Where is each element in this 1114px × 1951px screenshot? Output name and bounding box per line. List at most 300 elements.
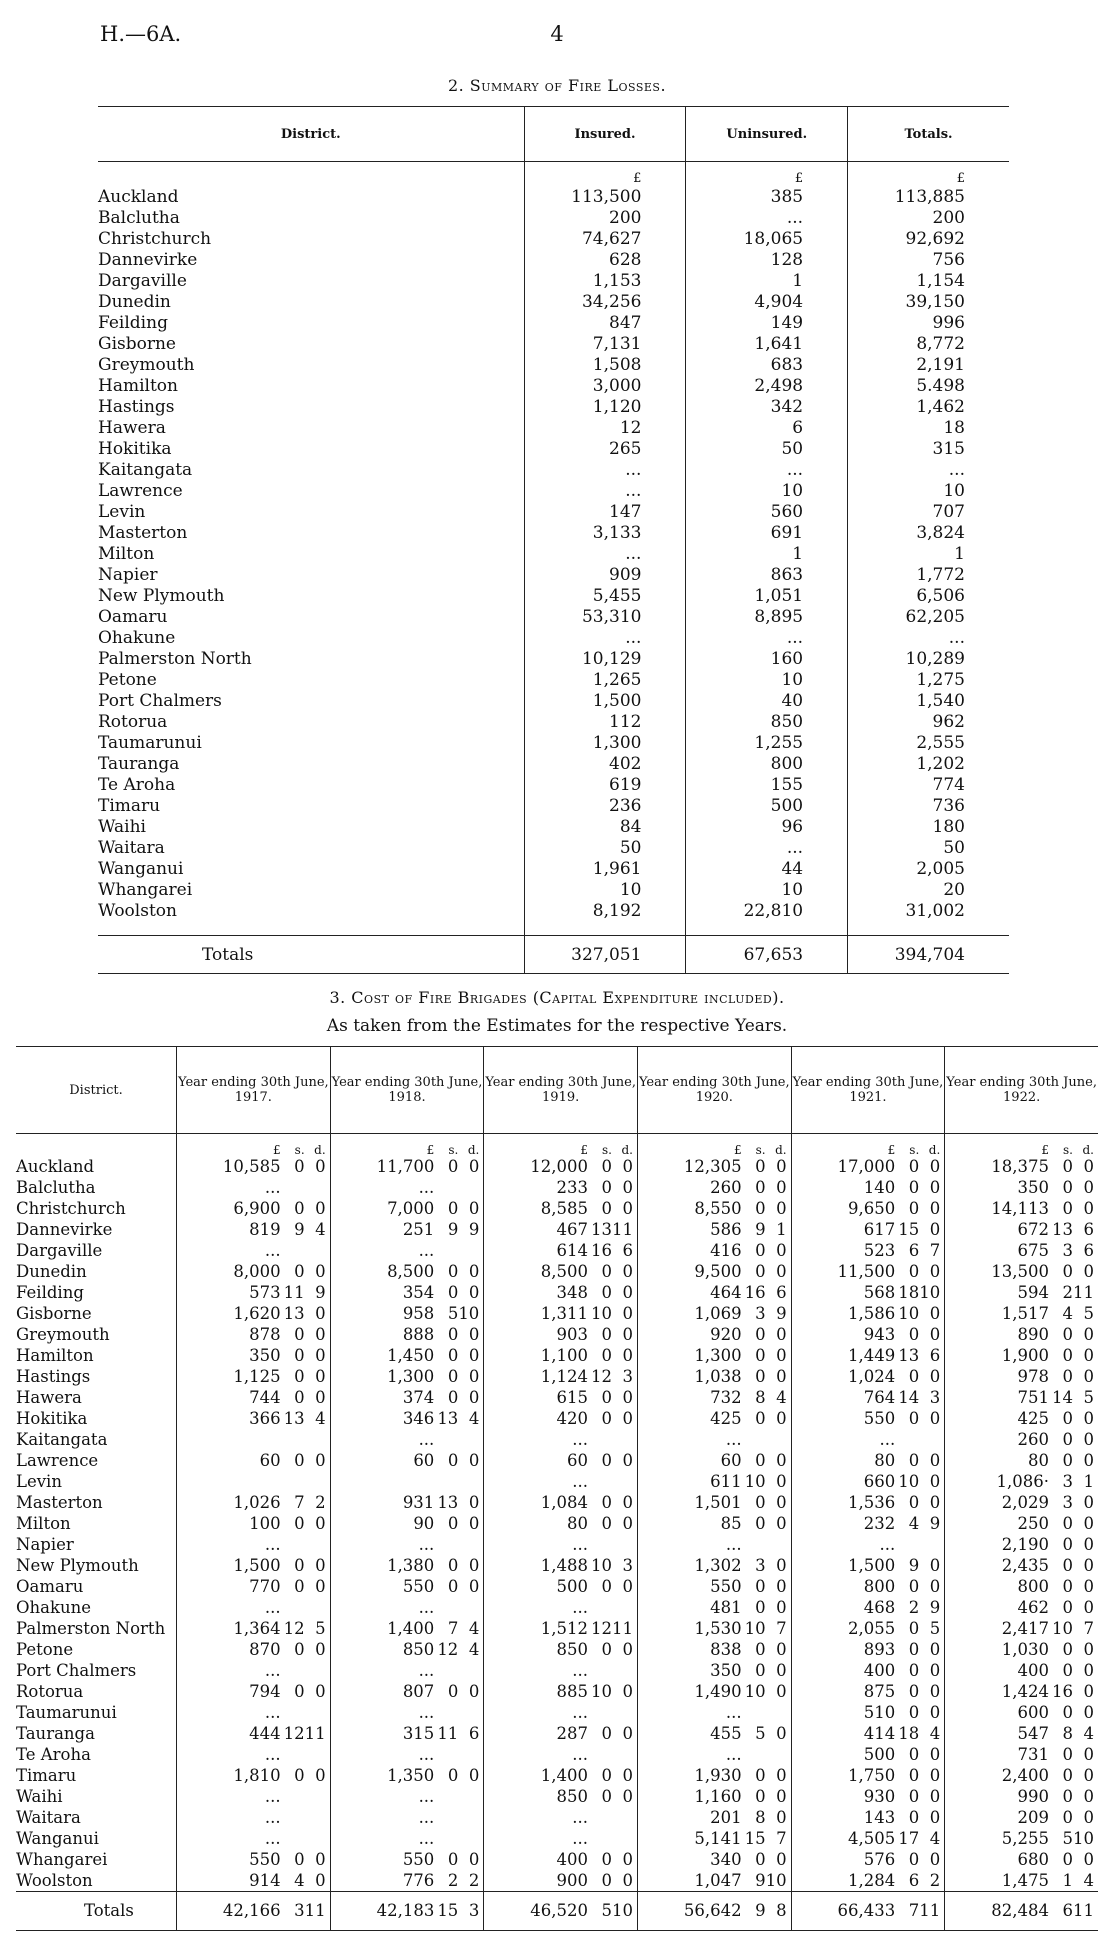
pence-cell xyxy=(919,1534,945,1555)
shillings-cell: 3 xyxy=(1062,1492,1073,1512)
pence-cell: 10 xyxy=(919,1282,941,1302)
district-name xyxy=(98,774,524,795)
district-name: Kaitangata xyxy=(16,1429,108,1449)
district-name xyxy=(98,606,524,627)
pounds-cell: 614 xyxy=(484,1240,590,1261)
pounds-cell: 914 xyxy=(177,1870,283,1892)
pence-cell xyxy=(919,1429,945,1450)
pence-cell: 9 xyxy=(776,1303,787,1323)
shillings-cell: 5 xyxy=(755,1723,766,1743)
district-name: Greymouth xyxy=(16,1324,110,1344)
pounds-cell: 209 xyxy=(945,1807,1051,1828)
pounds-cell: 920 xyxy=(637,1324,743,1345)
year-column-header: Year ending 30th June, 1922. xyxy=(945,1047,1098,1134)
value-cell: 200 xyxy=(524,207,686,228)
table-row xyxy=(16,1345,1098,1366)
pence-cell: 4 xyxy=(929,1723,941,1743)
shillings-cell: 0 xyxy=(755,1177,766,1197)
value-cell: 44 xyxy=(686,858,848,879)
pence-cell: 0 xyxy=(1083,1156,1094,1176)
pence-cell: 0 xyxy=(929,1219,941,1239)
pounds-cell: 2,417 xyxy=(945,1618,1051,1639)
shillings-cell xyxy=(283,1786,305,1807)
pence-cell: 0 xyxy=(1083,1198,1094,1218)
district-name: Napier xyxy=(16,1534,74,1554)
value-cell: 10,289 xyxy=(848,648,1009,669)
pence-cell: 0 xyxy=(1083,1702,1094,1722)
pounds-cell: 568 xyxy=(791,1282,897,1303)
pence-cell xyxy=(612,1660,638,1681)
district-name: Lawrence xyxy=(16,1450,99,1470)
pence-cell: 0 xyxy=(929,1303,941,1323)
district-label: Hamilton xyxy=(98,375,178,396)
pounds-cell: 885 xyxy=(484,1681,590,1702)
shillings-cell: 0 xyxy=(1062,1198,1073,1218)
table-row xyxy=(98,522,1009,543)
pence-cell xyxy=(458,1429,484,1450)
pence-cell: 0 xyxy=(929,1408,941,1428)
value-cell: 10 xyxy=(848,480,1009,501)
district-name: Auckland xyxy=(16,1156,95,1176)
district-name: Milton xyxy=(16,1513,71,1533)
pounds-cell: 550 xyxy=(637,1576,743,1597)
pounds-cell: 2,029 xyxy=(945,1492,1051,1513)
value-cell: 39,150 xyxy=(848,291,1009,312)
gap-cell xyxy=(524,921,686,936)
pounds-cell: 878 xyxy=(177,1324,283,1345)
pounds-cell: 1,517 xyxy=(945,1303,1051,1324)
pounds-cell: 550 xyxy=(791,1408,897,1429)
pence-cell xyxy=(458,1660,484,1681)
district-label: Dannevirke xyxy=(98,249,198,270)
pounds-cell: 764 xyxy=(791,1387,897,1408)
pence-cell: 0 xyxy=(776,1513,787,1533)
value-cell: 1,202 xyxy=(848,753,1009,774)
pounds-cell: 260 xyxy=(945,1429,1051,1450)
pence-cell xyxy=(458,1177,484,1198)
pence-cell: 0 xyxy=(622,1576,633,1596)
pence-cell: 0 xyxy=(622,1387,633,1407)
pounds-cell: 1,620 xyxy=(177,1303,283,1324)
pence-cell: 3 xyxy=(622,1366,633,1386)
pence-cell: 0 xyxy=(622,1870,633,1890)
unit-cell: £ xyxy=(686,162,848,187)
shillings-cell: 3 xyxy=(1062,1240,1073,1260)
shillings-cell: 7 xyxy=(294,1492,305,1512)
shillings-cell: 0 xyxy=(755,1660,766,1680)
shillings-cell: 0 xyxy=(601,1723,612,1743)
pounds-cell: 4,505 xyxy=(791,1828,897,1849)
pounds-cell: 354 xyxy=(330,1282,436,1303)
value-cell: 736 xyxy=(848,795,1009,816)
shillings-cell: 0 xyxy=(601,1450,612,1470)
pence-cell: 0 xyxy=(1083,1450,1094,1470)
pence-cell: 0 xyxy=(622,1177,633,1197)
value-cell: 113,500 xyxy=(524,186,686,207)
pence-cell: 0 xyxy=(776,1723,787,1743)
pence-cell: 0 xyxy=(315,1324,326,1344)
value-cell: 74,627 xyxy=(524,228,686,249)
shillings-cell: 18 xyxy=(898,1723,920,1743)
district-name: Oamaru xyxy=(16,1576,84,1596)
pounds-cell: 990 xyxy=(945,1786,1051,1807)
unit-row xyxy=(16,1134,1098,1157)
unit-cell: £ xyxy=(791,1134,897,1157)
unit-cell: s. xyxy=(909,1143,920,1157)
pounds-cell: 594 xyxy=(945,1282,1051,1303)
column-header: Uninsured. xyxy=(686,107,848,162)
table-row xyxy=(16,1513,1098,1534)
value-cell: 691 xyxy=(686,522,848,543)
pounds-cell: 12,000 xyxy=(484,1156,590,1177)
shillings-cell: 0 xyxy=(1062,1849,1073,1869)
district-name xyxy=(98,396,524,417)
pence-cell: 11 xyxy=(304,1723,326,1743)
value-cell: ... xyxy=(524,627,686,648)
district-label: Christchurch xyxy=(98,228,212,249)
pence-cell: 0 xyxy=(468,1513,480,1533)
gap-cell xyxy=(848,921,1009,936)
shillings-cell: 0 xyxy=(447,1366,459,1386)
value-cell: 683 xyxy=(686,354,848,375)
totals-row xyxy=(16,1892,1098,1931)
shillings-cell: 0 xyxy=(294,1324,305,1344)
pence-cell: 0 xyxy=(622,1156,633,1176)
pounds-cell: 250 xyxy=(945,1513,1051,1534)
pence-cell: 0 xyxy=(622,1345,633,1365)
year-column-header: Year ending 30th June, 1921. xyxy=(791,1047,945,1134)
shillings-cell: 0 xyxy=(294,1261,305,1281)
pence-cell: 7 xyxy=(776,1618,787,1638)
pounds-cell: 5,141 xyxy=(637,1828,743,1849)
value-cell: 160 xyxy=(686,648,848,669)
district-name xyxy=(98,627,524,648)
gap-cell xyxy=(98,921,524,936)
pence-cell: 0 xyxy=(622,1492,633,1512)
value-cell: 149 xyxy=(686,312,848,333)
pounds-cell: 60 xyxy=(484,1450,590,1471)
table-row xyxy=(98,648,1009,669)
pounds-cell: 1,424 xyxy=(945,1681,1051,1702)
shillings-cell xyxy=(590,1702,612,1723)
shillings-cell xyxy=(436,1744,458,1765)
shillings-cell: 5 xyxy=(1062,1828,1073,1848)
pounds-cell: ... xyxy=(177,1828,283,1849)
summary-header-row xyxy=(98,107,1009,162)
shillings-cell: 9 xyxy=(447,1219,459,1239)
value-cell: ... xyxy=(848,627,1009,648)
shillings-cell xyxy=(283,1534,305,1555)
pounds-cell: 1,350 xyxy=(330,1765,436,1786)
shillings-cell: 9 xyxy=(908,1555,920,1575)
shillings-cell xyxy=(436,1828,458,1849)
pounds-cell: 350 xyxy=(177,1345,283,1366)
district-name: Dunedin xyxy=(16,1261,87,1281)
gap-cell xyxy=(686,921,848,936)
shillings-cell: 0 xyxy=(294,1681,305,1701)
district-name: Balclutha xyxy=(16,1177,96,1197)
value-cell: 50 xyxy=(524,837,686,858)
shillings-cell xyxy=(436,1471,458,1492)
pence-cell xyxy=(305,1702,331,1723)
pounds-cell: 100 xyxy=(177,1513,283,1534)
table-row xyxy=(98,501,1009,522)
pounds-cell: ... xyxy=(330,1807,436,1828)
shillings-cell: 0 xyxy=(447,1681,459,1701)
district-label: Taumarunui xyxy=(98,732,202,753)
pence-cell: 0 xyxy=(929,1639,941,1659)
shillings-cell: 0 xyxy=(908,1786,920,1806)
value-cell: 50 xyxy=(686,438,848,459)
table-row xyxy=(16,1324,1098,1345)
pence-cell: 11 xyxy=(611,1618,633,1638)
value-cell: 112 xyxy=(524,711,686,732)
pounds-cell: 467 xyxy=(484,1219,590,1240)
pence-cell: 0 xyxy=(468,1555,480,1575)
pounds-cell: 1,536 xyxy=(791,1492,897,1513)
shillings-cell: 0 xyxy=(755,1408,766,1428)
shillings-cell xyxy=(283,1744,305,1765)
value-cell: ... xyxy=(686,627,848,648)
district-label: Hawera xyxy=(98,417,166,438)
pounds-cell: ... xyxy=(484,1534,590,1555)
shillings-cell: 0 xyxy=(601,1576,612,1596)
pence-cell xyxy=(305,1240,331,1261)
pounds-cell: 550 xyxy=(330,1849,436,1870)
summary-table xyxy=(98,106,1009,974)
table-row xyxy=(98,606,1009,627)
district-name: Feilding xyxy=(16,1282,84,1302)
shillings-cell: 0 xyxy=(601,1408,612,1428)
pence-cell: 0 xyxy=(468,1765,480,1785)
value-cell: 1,300 xyxy=(524,732,686,753)
pounds-cell: ... xyxy=(791,1429,897,1450)
district-name xyxy=(98,837,524,858)
pounds-cell: 1,500 xyxy=(791,1555,897,1576)
value-cell: 18 xyxy=(848,417,1009,438)
pounds-cell: ... xyxy=(177,1597,283,1618)
pounds-cell: 455 xyxy=(637,1723,743,1744)
pence-cell: 0 xyxy=(622,1513,633,1533)
shillings-cell: 0 xyxy=(1062,1345,1073,1365)
district-label: Palmerston North xyxy=(98,648,252,669)
district-name xyxy=(98,879,524,900)
district-label: Whangarei xyxy=(98,879,193,900)
pence-cell: 11 xyxy=(305,1892,331,1931)
shillings-cell: 0 xyxy=(1062,1660,1073,1680)
pence-cell: 0 xyxy=(622,1282,633,1302)
shillings-cell: 10 xyxy=(744,1681,766,1701)
shillings-cell: 0 xyxy=(601,1639,612,1659)
pounds-cell: ... xyxy=(484,1702,590,1723)
table-row xyxy=(16,1786,1098,1807)
pence-cell: 0 xyxy=(929,1681,941,1701)
pence-cell: 0 xyxy=(622,1324,633,1344)
table-row xyxy=(16,1534,1098,1555)
pence-cell: 0 xyxy=(622,1723,633,1743)
pence-cell: 0 xyxy=(776,1324,787,1344)
unit-cell: s. xyxy=(448,1143,459,1157)
shillings-cell: 0 xyxy=(908,1450,920,1470)
pounds-cell: 60 xyxy=(637,1450,743,1471)
pounds-cell: 510 xyxy=(791,1702,897,1723)
pounds-cell: 523 xyxy=(791,1240,897,1261)
value-cell: 113,885 xyxy=(848,186,1009,207)
pence-cell: 0 xyxy=(929,1198,941,1218)
pence-cell xyxy=(458,1702,484,1723)
shillings-cell: 0 xyxy=(908,1702,920,1722)
value-cell: ... xyxy=(848,459,1009,480)
table-row xyxy=(98,270,1009,291)
pence-cell xyxy=(458,1828,484,1849)
table-row xyxy=(98,438,1009,459)
table-row xyxy=(16,1681,1098,1702)
pence-cell: 0 xyxy=(1083,1555,1094,1575)
district-name xyxy=(98,270,524,291)
pence-cell: 9 xyxy=(929,1513,941,1533)
pounds-cell xyxy=(330,1471,436,1492)
pounds-cell: ... xyxy=(637,1744,743,1765)
district-name: Dannevirke xyxy=(16,1219,113,1239)
pence-cell: 0 xyxy=(315,1450,326,1470)
table-row xyxy=(16,1576,1098,1597)
pence-cell: 0 xyxy=(315,1303,326,1323)
shillings-cell: 0 xyxy=(447,1576,459,1596)
pence-cell: 9 xyxy=(468,1219,480,1239)
pounds-cell: 794 xyxy=(177,1681,283,1702)
pence-cell: 0 xyxy=(1083,1177,1094,1197)
shillings-cell: 0 xyxy=(908,1261,920,1281)
table-row xyxy=(16,1156,1098,1177)
shillings-cell: 0 xyxy=(1062,1177,1073,1197)
district-label: Greymouth xyxy=(98,354,195,375)
value-cell: 265 xyxy=(524,438,686,459)
shillings-cell: 0 xyxy=(1062,1429,1073,1449)
shillings-cell: 0 xyxy=(755,1513,766,1533)
pounds-cell: 260 xyxy=(637,1177,743,1198)
shillings-cell: 0 xyxy=(1062,1408,1073,1428)
shillings-cell: 0 xyxy=(908,1849,920,1869)
pounds-cell: 414 xyxy=(791,1723,897,1744)
district-label: Levin xyxy=(98,501,146,522)
table-row xyxy=(16,1849,1098,1870)
pounds-cell: 232 xyxy=(791,1513,897,1534)
pence-cell: 3 xyxy=(622,1555,633,1575)
pence-cell: 0 xyxy=(929,1849,941,1869)
pence-cell: 0 xyxy=(315,1639,326,1659)
pounds-cell: ... xyxy=(330,1240,436,1261)
pounds-cell: 550 xyxy=(177,1849,283,1870)
shillings-cell xyxy=(590,1534,612,1555)
pence-cell: 3 xyxy=(458,1892,484,1931)
shillings-cell: 0 xyxy=(908,1324,920,1344)
unit-cell: d. xyxy=(467,1143,480,1157)
shillings-cell xyxy=(436,1807,458,1828)
pence-cell xyxy=(458,1240,484,1261)
shillings-cell: 0 xyxy=(447,1849,459,1869)
shillings-cell: 13 xyxy=(898,1345,920,1365)
table-row xyxy=(98,312,1009,333)
pence-cell: 0 xyxy=(929,1786,941,1806)
value-cell: 18,065 xyxy=(686,228,848,249)
shillings-cell: 0 xyxy=(755,1597,766,1617)
pence-cell: 0 xyxy=(776,1345,787,1365)
shillings-cell xyxy=(283,1597,305,1618)
shillings-cell xyxy=(744,1702,766,1723)
pence-cell: 0 xyxy=(622,1261,633,1281)
district-label: Lawrence xyxy=(98,480,183,501)
district-name xyxy=(98,795,524,816)
shillings-cell: 15 xyxy=(898,1219,920,1239)
pounds-cell: 890 xyxy=(945,1324,1051,1345)
shillings-cell: 0 xyxy=(601,1156,612,1176)
pounds-cell: 85 xyxy=(637,1513,743,1534)
value-cell: ... xyxy=(686,459,848,480)
value-cell: ... xyxy=(524,459,686,480)
shillings-cell: 0 xyxy=(908,1408,920,1428)
shillings-cell: 10 xyxy=(744,1618,766,1638)
shillings-cell: 0 xyxy=(755,1639,766,1659)
district-name xyxy=(98,732,524,753)
pence-cell: 6 xyxy=(1083,1219,1094,1239)
pounds-cell: 1,125 xyxy=(177,1366,283,1387)
pounds-cell: ... xyxy=(177,1660,283,1681)
value-cell: 996 xyxy=(848,312,1009,333)
value-cell: 22,810 xyxy=(686,900,848,921)
pounds-cell: 770 xyxy=(177,1576,283,1597)
value-cell: 10 xyxy=(524,879,686,900)
table-row xyxy=(98,186,1009,207)
shillings-cell: 0 xyxy=(601,1492,612,1512)
value-cell: 850 xyxy=(686,711,848,732)
shillings-cell: 0 xyxy=(601,1198,612,1218)
shillings-cell: 0 xyxy=(908,1576,920,1596)
shillings-cell: 0 xyxy=(1062,1366,1073,1386)
pence-cell: 10 xyxy=(458,1303,480,1323)
shillings-cell xyxy=(590,1429,612,1450)
table-row xyxy=(16,1744,1098,1765)
value-cell: 10 xyxy=(686,879,848,900)
pounds-cell: 17,000 xyxy=(791,1156,897,1177)
year-column-header: Year ending 30th June, 1918. xyxy=(330,1047,484,1134)
district-label: Milton xyxy=(98,543,155,564)
pence-cell: 0 xyxy=(622,1450,633,1470)
pence-cell: 7 xyxy=(1083,1618,1094,1638)
pounds-cell: ... xyxy=(177,1177,283,1198)
shillings-cell: 0 xyxy=(755,1492,766,1512)
value-cell: 1,508 xyxy=(524,354,686,375)
shillings-cell: 10 xyxy=(898,1303,920,1323)
unit-cell: £ xyxy=(637,1134,743,1157)
value-cell: 3,133 xyxy=(524,522,686,543)
pounds-cell: 1,490 xyxy=(637,1681,743,1702)
pence-cell: 4 xyxy=(468,1408,480,1428)
district-name xyxy=(98,816,524,837)
table-row xyxy=(16,1492,1098,1513)
shillings-cell: 2 xyxy=(908,1597,920,1617)
pounds-cell: 2,435 xyxy=(945,1555,1051,1576)
pounds-cell: 140 xyxy=(791,1177,897,1198)
shillings-cell xyxy=(744,1744,766,1765)
shillings-cell: 10 xyxy=(1052,1618,1073,1638)
table-row xyxy=(98,207,1009,228)
shillings-cell xyxy=(590,1597,612,1618)
shillings-cell xyxy=(436,1702,458,1723)
table-row xyxy=(16,1597,1098,1618)
pence-cell: 0 xyxy=(776,1261,787,1281)
pounds-cell: 42,166 xyxy=(177,1892,283,1931)
pounds-cell: 462 xyxy=(945,1597,1051,1618)
